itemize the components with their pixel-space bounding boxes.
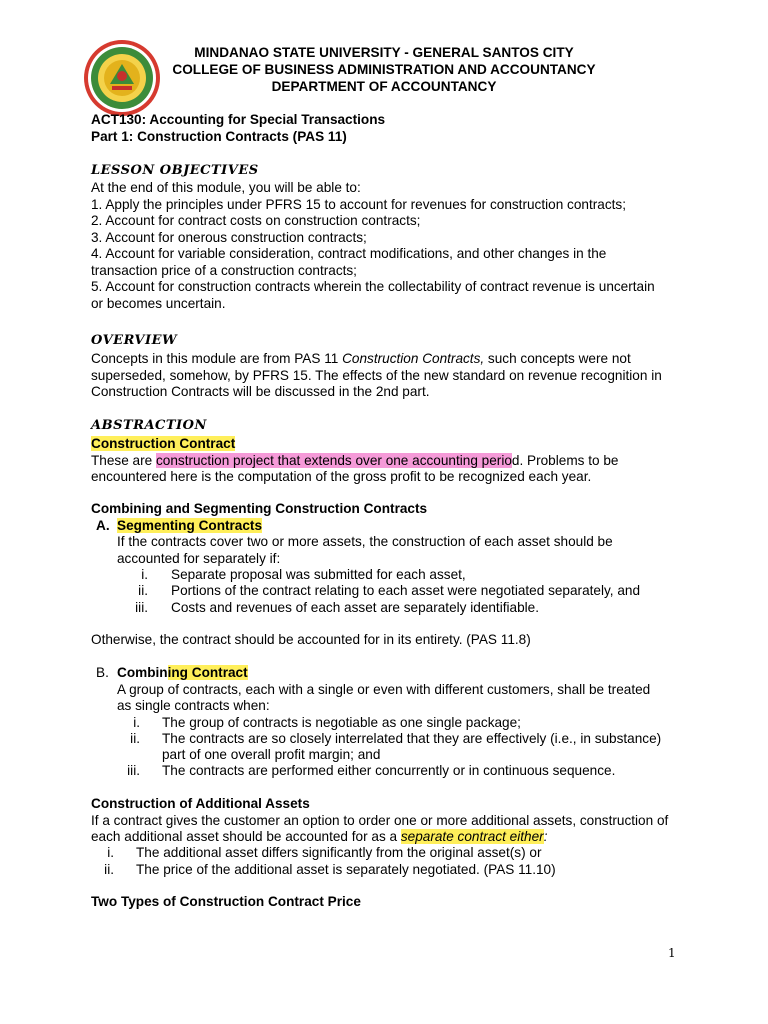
list-item: Costs and revenues of each asset are separately identifiable. — [171, 600, 540, 615]
combining-paragraph-line2: as single contracts when: — [117, 698, 270, 713]
otherwise-paragraph: Otherwise, the contract should be accounted for in its entirety. (PAS 11.8) — [91, 632, 531, 647]
combining-contract-title: Combining Contract — [117, 665, 248, 680]
list-number: ii. — [130, 731, 140, 746]
combining-paragraph-line1: A group of contracts, each with a single or even with different customers, shall be treated — [117, 682, 651, 697]
overview-heading: OVERVIEW — [91, 333, 178, 348]
list-item: Portions of the contract relating to each asset were negotiated separately, and — [171, 583, 641, 598]
objectives-intro: At the end of this module, you will be able to: — [91, 180, 361, 195]
page-number: 1 — [668, 946, 676, 960]
overview-paragraph-line3: Construction Contracts will be discussed in the 2nd part. — [91, 384, 430, 399]
objective-line: 1. Apply the principles under PFRS 15 to account for revenues for construction contracts; — [91, 197, 626, 212]
pink-highlight: construction project that extends over one accounting perio — [155, 453, 512, 468]
objective-line: or becomes uncertain. — [91, 296, 226, 311]
objectives-heading: LESSON OBJECTIVES — [91, 163, 259, 178]
additional-assets-heading: Construction of Additional Assets — [91, 796, 310, 811]
overview-paragraph-line1: Concepts in this module are from PAS 11 Construction Contracts, such concepts were not — [91, 351, 631, 366]
segmenting-paragraph-line1: If the contracts cover two or more assets, the construction of each asset should be — [117, 534, 613, 549]
list-item-continuation: part of one overall profit margin; and — [162, 747, 381, 762]
objective-line: 2. Account for contract costs on construction contracts; — [91, 213, 421, 228]
segmenting-paragraph-line2: accounted for separately if: — [117, 551, 281, 566]
course-part: Part 1: Construction Contracts (PAS 11) — [91, 129, 347, 144]
list-number: ii. — [104, 862, 114, 877]
course-title: ACT130: Accounting for Special Transactions — [91, 112, 386, 127]
list-item: The additional asset differs significantly from the original asset(s) or — [136, 845, 542, 860]
header-university: MINDANAO STATE UNIVERSITY - GENERAL SANTOS CITY — [194, 45, 574, 60]
list-item: The contracts are so closely interrelated that they are effectively (i.e., in substance) — [162, 731, 662, 746]
separate-contract-highlight: separate contract either — [400, 829, 544, 844]
additional-paragraph-line1: If a contract gives the customer an option to order one or more additional assets, construction of — [91, 813, 669, 828]
list-item: The price of the additional asset is separately negotiated. (PAS 11.10) — [136, 862, 556, 877]
objective-line: transaction price of a construction contracts; — [91, 263, 357, 278]
list-number: i. — [141, 567, 148, 582]
overview-paragraph-line2: superseded, somehow, by PFRS 15. The effects of the new standard on revenue recognition in — [91, 368, 662, 383]
segmenting-contracts-title: Segmenting Contracts — [117, 518, 263, 533]
list-number: ii. — [138, 583, 148, 598]
header-department: DEPARTMENT OF ACCOUNTANCY — [271, 79, 497, 94]
objective-line: 5. Account for construction contracts wherein the collectability of contract revenue is uncertain — [91, 279, 655, 294]
objective-line: 3. Account for onerous construction contracts; — [91, 230, 367, 245]
abstraction-paragraph-line2: encountered here is the computation of the gross profit to be recognized each year. — [91, 469, 592, 484]
objective-line: 4. Account for variable consideration, contract modifications, and other changes in the — [91, 246, 607, 261]
combining-segmenting-heading: Combining and Segmenting Construction Contracts — [91, 501, 428, 516]
abstraction-paragraph-line1: These are construction project that extends over one accounting period. Problems to be — [91, 453, 619, 468]
header-college: COLLEGE OF BUSINESS ADMINISTRATION AND ACCOUNTANCY — [172, 62, 596, 77]
two-types-heading: Two Types of Construction Contract Price — [91, 894, 361, 909]
section-a-label: A. — [96, 518, 110, 533]
construction-contract-subheading: Construction Contract — [91, 436, 236, 451]
list-item: Separate proposal was submitted for each asset, — [171, 567, 466, 582]
list-item: The group of contracts is negotiable as one single package; — [162, 715, 521, 730]
list-number: iii. — [135, 600, 148, 615]
pas11-title: Construction Contracts, — [342, 351, 485, 366]
list-item: The contracts are performed either concurrently or in continuous sequence. — [162, 763, 616, 778]
additional-paragraph-line2: each additional asset should be accounted for as a separate contract either: — [91, 829, 548, 844]
section-b-label: B. — [96, 665, 109, 680]
list-number: iii. — [127, 763, 140, 778]
list-number: i. — [133, 715, 140, 730]
abstraction-heading: ABSTRACTION — [91, 418, 207, 433]
list-number: i. — [107, 845, 114, 860]
